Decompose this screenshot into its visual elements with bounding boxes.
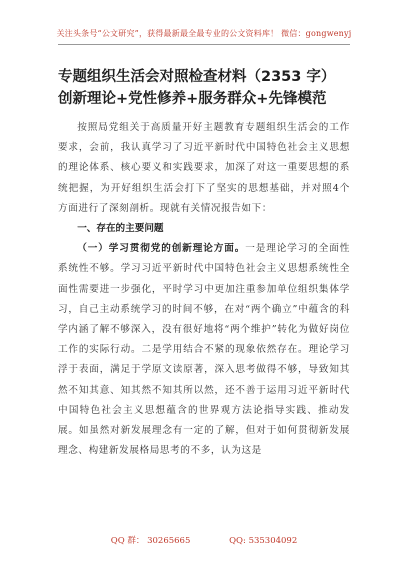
subsection-lead-1: （一）学习贯彻党的创新理论方面。 bbox=[77, 243, 246, 255]
footer-qq-group: QQ 群： 30265665 bbox=[110, 536, 191, 546]
section-heading-1: 一、存在的主要问题 bbox=[77, 223, 164, 235]
header-divider bbox=[58, 44, 350, 45]
title-line-1: 专题组织生活会对照检查材料（2353 字） bbox=[58, 69, 336, 85]
subsection-paragraph-1 bbox=[58, 239, 350, 461]
title-line-2: 创新理论+党性修养+服务群众+先锋模范 bbox=[58, 91, 327, 107]
footer-contact bbox=[0, 534, 408, 546]
header-promo-note: 关注头条号“公文研究”，获得最新最全最专业的公文资料库！ 微信：gongwenyj bbox=[56, 29, 352, 38]
document-title bbox=[58, 66, 358, 110]
footer-qq: QQ: 535304092 bbox=[229, 536, 298, 546]
document-body bbox=[58, 118, 350, 461]
subsection-text-1: 一是理论学习的全面性系统性不够。学习习近平新时代中国特色社会主义思想系统性全面性需要进一步强化，平时学习中更加注重参加单位组织集体学习，自己主动系统学习的时间不够，在对“两个确立”中蕴含的科学内涵了解不够深入，没有很好地将“两个维护”转化为做好岗位工作的实际行动。二是学用结合不紧的现象依然存在。理论学习浮于表面，满足于学原文读原著，深入思考做得不够，导致知其然不知其意、知其然不知其所以然，还不善于运用习近平新时代中国特色社会主义思想蕴含的世界观方法论指导实践、推动发展。如虽然对新发展理念有一定的了解，但对于如何贯彻新发展理念、构建新发展格局思考的不多，认为这是 bbox=[58, 243, 350, 457]
intro-paragraph: 按照局党组关于高质量开好主题教育专题组织生活会的工作要求，会前，我认真学习了习近平新时代中国特色社会主义思想的理论体系、核心要义和实践要求，加深了对这一重要思想的系统把握，为开好组织生活会打下了坚实的思想基础，并对照4个方面进行了深刻剖析。现就有关情况报告如下： bbox=[58, 122, 350, 214]
